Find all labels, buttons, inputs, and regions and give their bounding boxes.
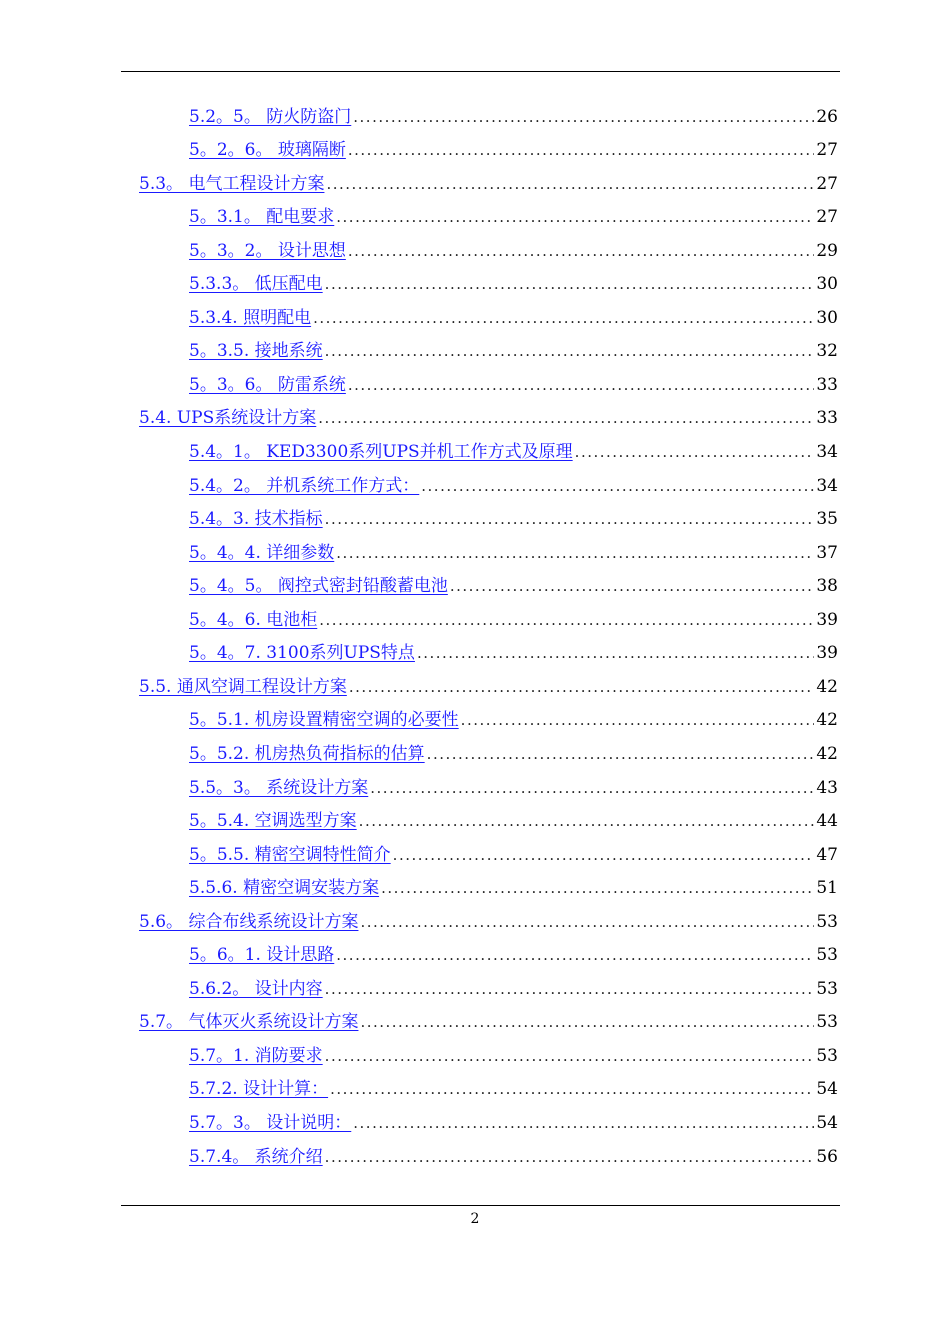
toc-entry-title-link[interactable]: 5.4。1。 KED3300系列UPS并机工作方式及原理 — [189, 442, 573, 462]
toc-entry-page-number: 53 — [816, 1045, 838, 1066]
toc-entry[interactable] — [189, 268, 838, 302]
toc-entry-page-number: 35 — [816, 509, 838, 530]
toc-dot-leader — [330, 1082, 814, 1097]
toc-entry-page-number: 47 — [816, 844, 838, 865]
page-number: 2 — [470, 1211, 480, 1227]
toc-entry[interactable] — [189, 436, 838, 470]
toc-dot-leader — [313, 311, 814, 326]
toc-entry-page-number: 30 — [816, 274, 838, 295]
toc-dot-leader — [348, 143, 815, 158]
toc-entry-title-link[interactable]: 5。3。2。 设计思想 — [189, 240, 346, 261]
toc-dot-leader — [319, 613, 814, 628]
toc-entry[interactable] — [189, 1140, 838, 1174]
toc-entry-page-number: 27 — [816, 140, 838, 161]
toc-entry-page-number: 53 — [816, 911, 838, 932]
toc-entry-title-link[interactable]: 5。2。6。 玻璃隔断 — [189, 140, 346, 161]
toc-dot-leader — [325, 982, 815, 997]
toc-entry-page-number: 53 — [816, 978, 838, 999]
toc-entry[interactable] — [189, 771, 838, 805]
toc-entry[interactable] — [189, 134, 838, 168]
toc-entry-title-link[interactable]: 5.7。1. 消防要求 — [189, 1045, 323, 1066]
toc-entry-page-number: 34 — [816, 442, 838, 462]
toc-entry-page-number: 53 — [816, 1012, 838, 1033]
toc-entry[interactable] — [189, 939, 838, 973]
toc-entry-title-link[interactable]: 5。4。6. 电池柜 — [189, 609, 318, 630]
toc-entry-page-number: 26 — [816, 106, 838, 127]
toc-entry-page-number: 37 — [816, 542, 838, 563]
toc-entry[interactable] — [189, 570, 838, 604]
toc-dot-leader — [348, 244, 815, 259]
toc-entry[interactable] — [189, 603, 838, 637]
toc-entry-title-link[interactable]: 5。5.5. 精密空调特性简介 — [189, 844, 391, 865]
toc-entry-title-link[interactable]: 5.4。3. 技术指标 — [189, 509, 323, 530]
toc-entry[interactable] — [189, 368, 838, 402]
toc-entry-title-link[interactable]: 5.7。 气体灭火系统设计方案 — [139, 1012, 359, 1033]
toc-entry[interactable] — [189, 536, 838, 570]
toc-entry-title-link[interactable]: 5.7.4。 系统介绍 — [189, 1146, 323, 1167]
toc-entry-title-link[interactable]: 5.7.2. 设计计算： — [189, 1079, 329, 1100]
toc-dot-leader — [353, 110, 814, 125]
toc-dot-leader — [393, 848, 815, 863]
toc-dot-leader — [325, 344, 815, 359]
toc-entry-page-number: 54 — [816, 1079, 838, 1100]
toc-dot-leader — [575, 445, 815, 460]
toc-entry-title-link[interactable]: 5。3。6。 防雷系统 — [189, 374, 346, 395]
toc-dot-leader — [421, 479, 814, 494]
toc-dot-leader — [326, 177, 814, 192]
toc-entry-title-link[interactable]: 5.2。5。 防火防盗门 — [189, 106, 352, 127]
toc-dot-leader — [461, 713, 815, 728]
toc-entry[interactable] — [189, 637, 838, 671]
toc-entry-page-number: 33 — [816, 408, 838, 429]
toc-entry[interactable] — [189, 503, 838, 537]
toc-entry-page-number: 54 — [816, 1113, 838, 1133]
toc-entry-title-link[interactable]: 5。3.1。 配电要求 — [189, 207, 335, 228]
toc-entry-title-link[interactable]: 5.6.2。 设计内容 — [189, 978, 323, 999]
toc-entry-page-number: 32 — [816, 341, 838, 362]
toc-entry[interactable] — [189, 335, 838, 369]
toc-entry[interactable] — [139, 402, 838, 436]
toc-dot-leader — [349, 680, 815, 695]
toc-entry-page-number: 42 — [816, 743, 838, 764]
toc-dot-leader — [381, 881, 814, 896]
toc-entry[interactable] — [189, 1107, 838, 1141]
toc-entry[interactable] — [189, 972, 838, 1006]
footer-rule — [121, 1205, 840, 1206]
toc-entry-page-number: 27 — [816, 173, 838, 194]
toc-entry-title-link[interactable]: 5.4. UPS系统设计方案 — [139, 408, 317, 429]
toc-dot-leader — [336, 210, 814, 225]
toc-dot-leader — [360, 1015, 814, 1030]
toc-dot-leader — [450, 579, 815, 594]
toc-entry-title-link[interactable]: 5。4。7. 3100系列UPS特点 — [189, 643, 415, 664]
toc-entry-page-number: 56 — [816, 1146, 838, 1167]
toc-entry-page-number: 43 — [816, 777, 838, 798]
toc-entry-page-number: 29 — [816, 240, 838, 261]
toc-entry[interactable] — [189, 201, 838, 235]
toc-entry[interactable] — [189, 301, 838, 335]
toc-entry[interactable] — [139, 905, 838, 939]
toc-entry[interactable] — [189, 805, 838, 839]
toc-dot-leader — [353, 1116, 814, 1131]
toc-entry-title-link[interactable]: 5。5.2. 机房热负荷指标的估算 — [189, 743, 425, 764]
toc-entry-page-number: 42 — [816, 710, 838, 731]
toc-entry[interactable] — [189, 872, 838, 906]
toc-entry-page-number: 51 — [816, 878, 838, 899]
toc-entry[interactable] — [189, 234, 838, 268]
toc-entry[interactable] — [139, 167, 838, 201]
toc-dot-leader — [360, 915, 814, 930]
toc-entry[interactable] — [139, 670, 838, 704]
toc-entry-page-number: 38 — [816, 576, 838, 597]
toc-entry[interactable] — [189, 838, 838, 872]
toc-entry-title-link[interactable]: 5。3.5. 接地系统 — [189, 341, 323, 362]
toc-entry-page-number: 27 — [816, 207, 838, 228]
toc-dot-leader — [325, 1049, 815, 1064]
toc-entry-page-number: 34 — [816, 475, 838, 496]
toc-entry[interactable] — [139, 1006, 838, 1040]
toc-entry-title-link[interactable]: 5.5. 通风空调工程设计方案 — [139, 676, 347, 697]
toc-entry-page-number: 33 — [816, 374, 838, 395]
toc-entry-title-link[interactable]: 5.3。 电气工程设计方案 — [139, 173, 325, 194]
toc-entry-title-link[interactable]: 5。5.1. 机房设置精密空调的必要性 — [189, 710, 459, 731]
toc-entry-title-link[interactable]: 5.6。 综合布线系统设计方案 — [139, 911, 359, 932]
toc-entry[interactable] — [189, 737, 838, 771]
toc-entry[interactable] — [189, 100, 838, 134]
toc-entry-page-number: 30 — [816, 307, 838, 328]
toc-entry-title-link[interactable]: 5.7。3。 设计说明： — [189, 1113, 352, 1133]
toc-entry-page-number: 42 — [816, 676, 838, 697]
toc-dot-leader — [336, 546, 814, 561]
toc-entry-title-link[interactable]: 5。4。4. 详细参数 — [189, 542, 335, 563]
toc-entry-title-link[interactable]: 5.3.4. 照明配电 — [189, 307, 312, 328]
toc-entry-title-link[interactable]: 5。6。1. 设计思路 — [189, 945, 335, 966]
toc-entry[interactable] — [189, 1073, 838, 1107]
toc-entry-title-link[interactable]: 5。5.4. 空调选型方案 — [189, 811, 357, 832]
toc-entry-title-link[interactable]: 5.5.6. 精密空调安装方案 — [189, 878, 380, 899]
toc-entry-title-link[interactable]: 5.4。2。 并机系统工作方式： — [189, 475, 420, 496]
toc-entry-page-number: 53 — [816, 945, 838, 966]
toc-entry[interactable] — [189, 469, 838, 503]
toc-dot-leader — [427, 747, 815, 762]
toc-entry-page-number: 39 — [816, 609, 838, 630]
toc-dot-leader — [417, 646, 814, 661]
toc-dot-leader — [336, 948, 814, 963]
toc-dot-leader — [325, 1150, 815, 1165]
toc-entry[interactable] — [189, 1039, 838, 1073]
toc-entry[interactable] — [189, 704, 838, 738]
toc-entry-title-link[interactable]: 5.3.3。 低压配电 — [189, 274, 323, 295]
toc-entry-page-number: 39 — [816, 643, 838, 664]
toc-dot-leader — [318, 411, 814, 426]
toc-dot-leader — [359, 814, 815, 829]
toc-entry-page-number: 44 — [816, 811, 838, 832]
toc-entry-title-link[interactable]: 5。4。5。 阀控式密封铅酸蓄电池 — [189, 576, 448, 597]
toc-entry-title-link[interactable]: 5.5。3。 系统设计方案 — [189, 777, 369, 798]
toc-dot-leader — [325, 512, 815, 527]
toc-dot-leader — [325, 277, 815, 292]
toc-dot-leader — [370, 781, 814, 796]
header-rule — [121, 71, 840, 72]
toc-dot-leader — [348, 378, 815, 393]
